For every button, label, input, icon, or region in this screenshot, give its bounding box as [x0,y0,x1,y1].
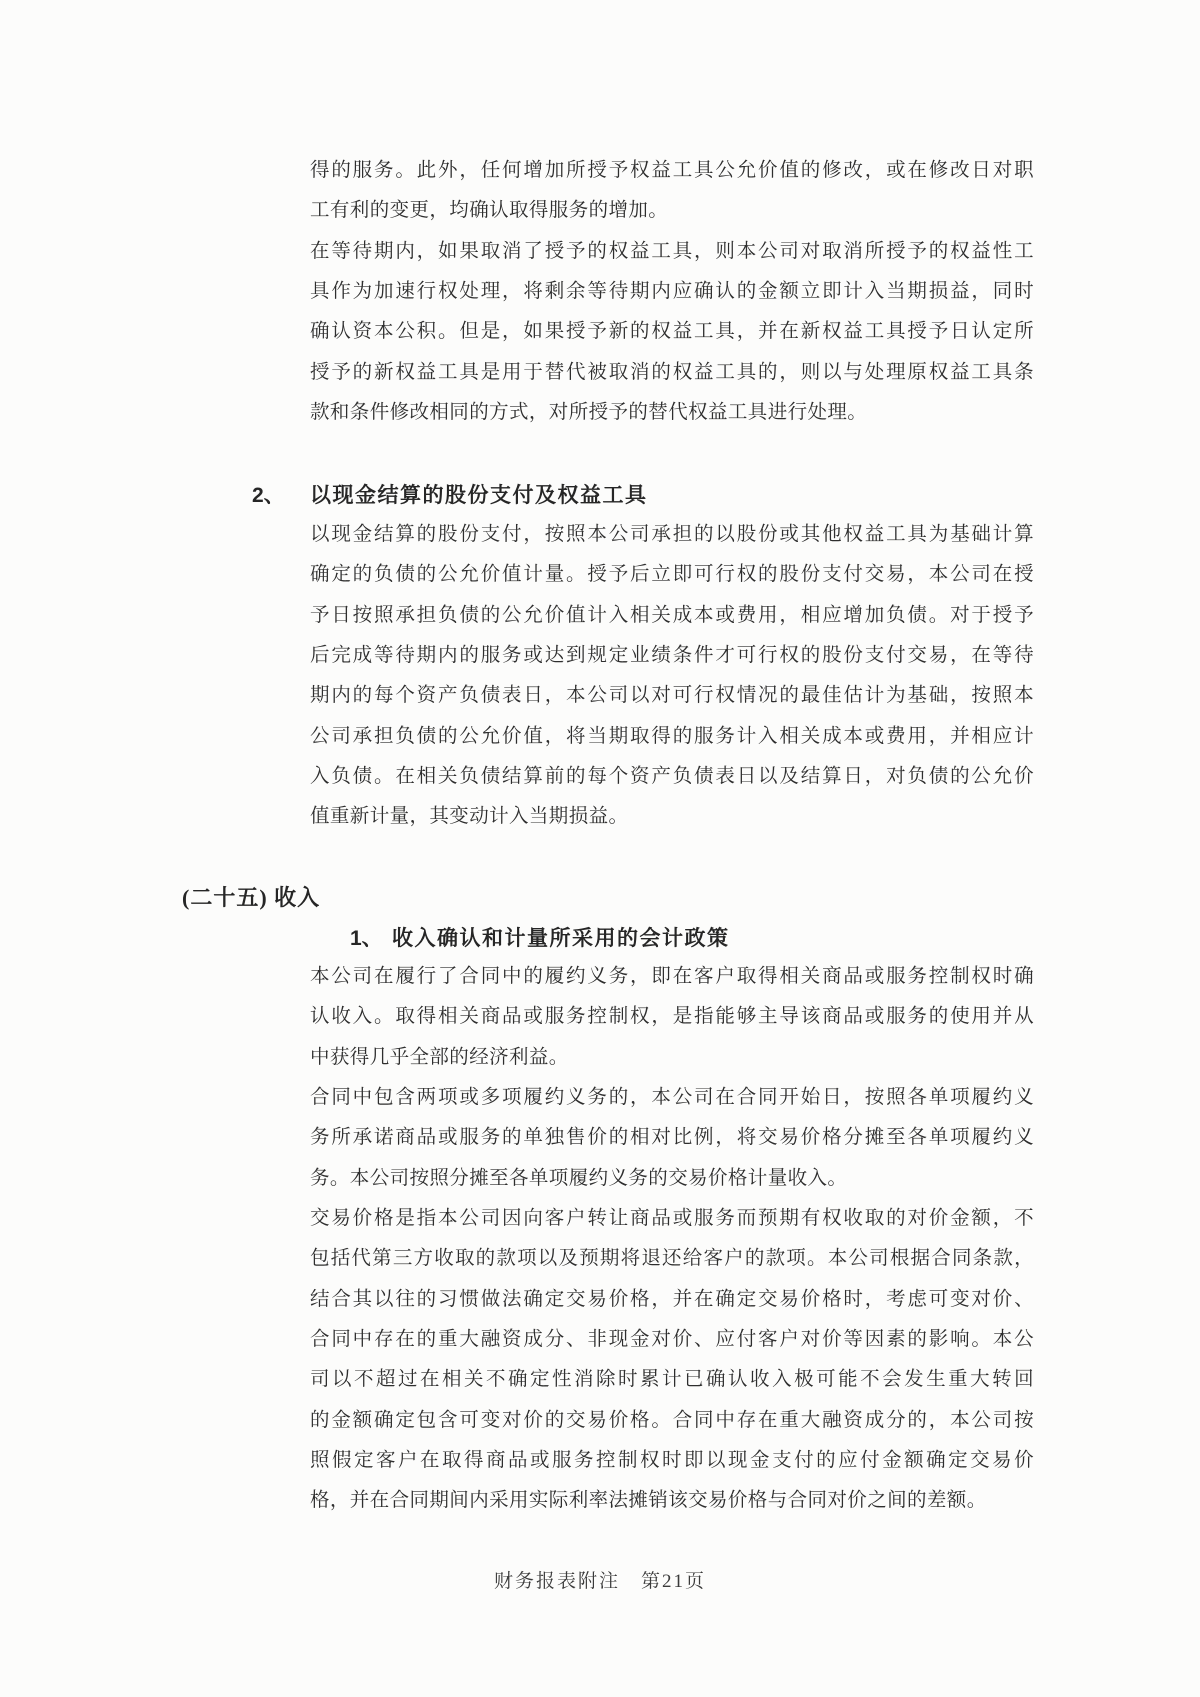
text-line: 司以不超过在相关不确定性消除时累计已确认收入极可能不会发生重大转回 [310,1369,1034,1391]
text-line: 认收入。取得相关商品或服务控制权，是指能够主导该商品或服务的使用并从 [310,1006,1034,1028]
subsection-1-number: 1、 [350,927,383,950]
text-line: 中获得几乎全部的经济利益。 [310,1046,569,1068]
section-25-number: (二十五) [182,885,268,910]
text-line: 务所承诺商品或服务的单独售价的相对比例，将交易价格分摊至各单项履约义 [310,1127,1034,1149]
text-line: 确定的负债的公允价值计量。授予后立即可行权的股份支付交易，本公司在授 [310,564,1034,586]
text-line: 确认资本公积。但是，如果授予新的权益工具，并在新权益工具授予日认定所 [310,321,1034,343]
text-line: 本公司在履行了合同中的履约义务，即在客户取得相关商品或服务控制权时确 [310,966,1034,987]
text-line: 交易价格是指本公司因向客户转让商品或服务而预期有权收取的对价金额，不 [310,1208,1034,1230]
text-line: 公司承担负债的公允价值，将当期取得的服务计入相关成本或费用，并相应计 [310,725,1034,747]
subsection-1-paragraphs [310,957,1034,1522]
section-2-number: 2、 [252,484,285,507]
intro-paragraphs [310,151,1034,433]
text-line: 工有利的变更，均确认取得服务的增加。 [310,200,669,222]
text-line: 的金额确定包含可变对价的交易价格。合同中存在重大融资成分的，本公司按 [310,1409,1034,1431]
text-line: 合同中包含两项或多项履约义务的，本公司在合同开始日，按照各单项履约义 [310,1087,1034,1109]
text-line: 具作为加速行权处理，将剩余等待期内应确认的金额立即计入当期损益，同时 [310,281,1034,303]
text-line: 入负债。在相关负债结算前的每个资产负债表日以及结算日，对负债的公允价 [310,766,1034,788]
text-line: 期内的每个资产负债表日，本公司以对可行权情况的最佳估计为基础，按照本 [310,685,1034,707]
text-line: 务。本公司按照分摊至各单项履约义务的交易价格计量收入。 [310,1167,848,1189]
text-line: 结合其以往的习惯做法确定交易价格，并在确定交易价格时，考虑可变对价、 [310,1288,1034,1310]
text-line: 予日按照承担负债的公允价值计入相关成本或费用，相应增加负债。对于授予 [310,604,1034,626]
text-line: 以现金结算的股份支付，按照本公司承担的以股份或其他权益工具为基础计算 [310,524,1034,545]
section-2-heading [0,479,1200,509]
text-line: 款和条件修改相同的方式，对所授予的替代权益工具进行处理。 [310,402,868,424]
text-line: 授予的新权益工具是用于替代被取消的权益工具的，则以与处理原权益工具条 [310,361,1034,383]
text-line: 合同中存在的重大融资成分、非现金对价、应付客户对价等因素的影响。本公 [310,1329,1034,1351]
section-2-title: 以现金结算的股份支付及权益工具 [310,484,648,507]
section-25-title: 收入 [274,885,321,910]
subsection-1-heading [0,922,1200,952]
text-line: 在等待期内，如果取消了授予的权益工具，则本公司对取消所授予的权益性工 [310,240,1034,262]
text-line: 包括代第三方收取的款项以及预期将退还给客户的款项。本公司根据合同条款， [310,1248,1034,1270]
text-line: 后完成等待期内的服务或达到规定业绩条件才可行权的股份支付交易，在等待 [310,645,1034,667]
section-25-heading [182,881,320,912]
text-line: 照假定客户在取得商品或服务控制权时即以现金支付的应付金额确定交易价 [310,1450,1034,1472]
text-line: 值重新计量，其变动计入当期损益。 [310,806,629,828]
section-2-paragraphs [310,515,1034,838]
subsection-1-title: 收入确认和计量所采用的会计政策 [392,927,730,950]
text-line: 得的服务。此外，任何增加所授予权益工具公允价值的修改，或在修改日对职 [310,160,1034,181]
text-line: 格，并在合同期间内采用实际利率法摊销该交易价格与合同对价之间的差额。 [310,1490,987,1512]
page-footer: 财务报表附注 第21页 [493,1571,706,1592]
